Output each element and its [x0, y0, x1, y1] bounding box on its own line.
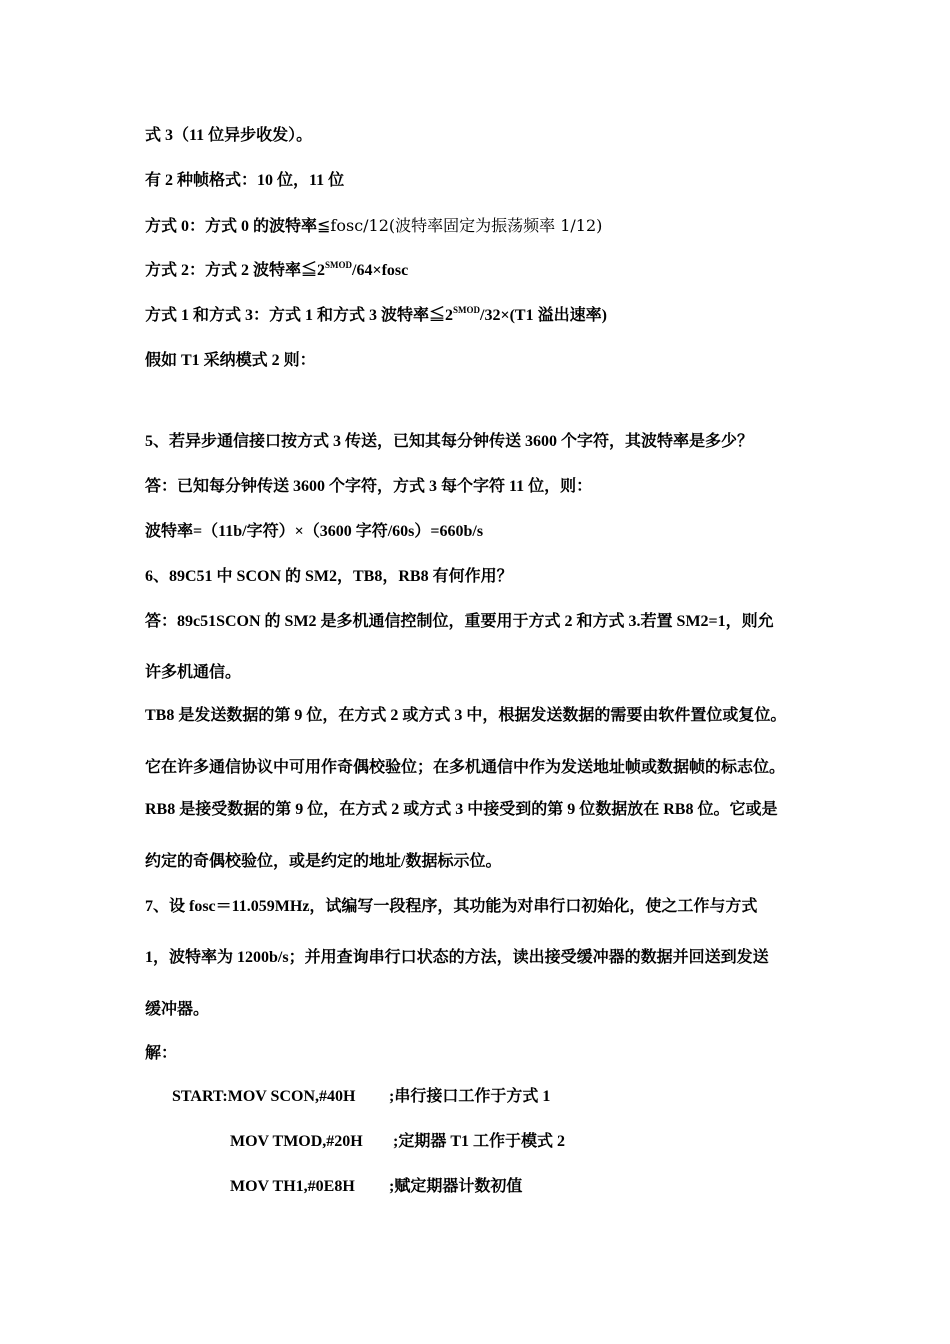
text-segment: /32×(T1 溢出速率): [480, 307, 607, 324]
code-comment: ;定期器 T1 工作于模式 2: [393, 1133, 566, 1150]
answer-line: TB8 是发送数据的第 9 位，在方式 2 或方式 3 中，根据发送数据的需要由软件置位或复位。: [145, 707, 787, 724]
answer-line: RB8 是接受数据的第 9 位，在方式 2 或方式 3 中接受到的第 9 位数据放在 RB8 位。它或是: [145, 801, 778, 818]
text-line: 假如 T1 采纳模式 2 则：: [145, 352, 316, 369]
question-7: 7、设 fosc＝11.059MHz，试编写一段程序，其功能为对串行口初始化，使之工作与方式: [145, 898, 758, 915]
solution-label: 解：: [145, 1045, 178, 1062]
question-7: 缓冲器。: [145, 1001, 210, 1018]
code-comment: ;赋定期器计数初值: [389, 1178, 523, 1195]
text-segment: 方式 2：方式 2 波特率≦2: [145, 262, 326, 279]
answer-line: 约定的奇偶校验位，或是约定的地址/数据标示位。: [145, 853, 502, 870]
answer-line: 波特率=（11b/字符）×（3600 字符/60s）=660b/s: [145, 523, 484, 540]
code-instruction: START:MOV SCON,#40H: [172, 1088, 356, 1105]
superscript: SMOD: [325, 260, 353, 270]
question-7: 1，波特率为 1200b/s；并用查询串行口状态的方法，读出接受缓冲器的数据并回送到发送: [145, 949, 769, 966]
code-comment: ;串行接口工作于方式 1: [389, 1088, 551, 1105]
answer-line: 答：89c51SCON 的 SM2 是多机通信控制位，重要用于方式 2 和方式 3.若置 SM2=1，则允: [145, 613, 774, 630]
superscript: SMOD: [453, 305, 481, 315]
text-line: 式 3（11 位异步收发）。: [145, 127, 313, 144]
text-line: [145, 306, 607, 327]
text-segment: 方式 1 和方式 3：方式 1 和方式 3 波特率≦2: [145, 307, 454, 324]
text-segment: ≦fosc/12(波特率固定为振荡频率 1/12): [317, 216, 603, 235]
answer-line: 它在许多通信协议中可用作奇偶校验位；在多机通信中作为发送地址帧或数据帧的标志位。: [145, 759, 786, 776]
code-instruction: MOV TMOD,#20H: [230, 1133, 363, 1150]
answer-line: 许多机通信。: [145, 664, 242, 681]
text-line: [145, 216, 602, 237]
text-segment: /64×fosc: [352, 262, 409, 279]
text-segment: 方式 0：方式 0 的波特率: [145, 218, 318, 235]
text-line: 有 2 种帧格式：10 位，11 位: [145, 172, 345, 189]
question-6: 6、89C51 中 SCON 的 SM2，TB8，RB8 有何作用？: [145, 568, 513, 585]
code-instruction: MOV TH1,#0E8H: [230, 1178, 355, 1195]
answer-line: 答：已知每分钟传送 3600 个字符，方式 3 每个字符 11 位，则：: [145, 478, 593, 495]
text-line: [145, 261, 408, 282]
question-5: 5、若异步通信接口按方式 3 传送，已知其每分钟传送 3600 个字符，其波特率是多少？: [145, 433, 754, 450]
